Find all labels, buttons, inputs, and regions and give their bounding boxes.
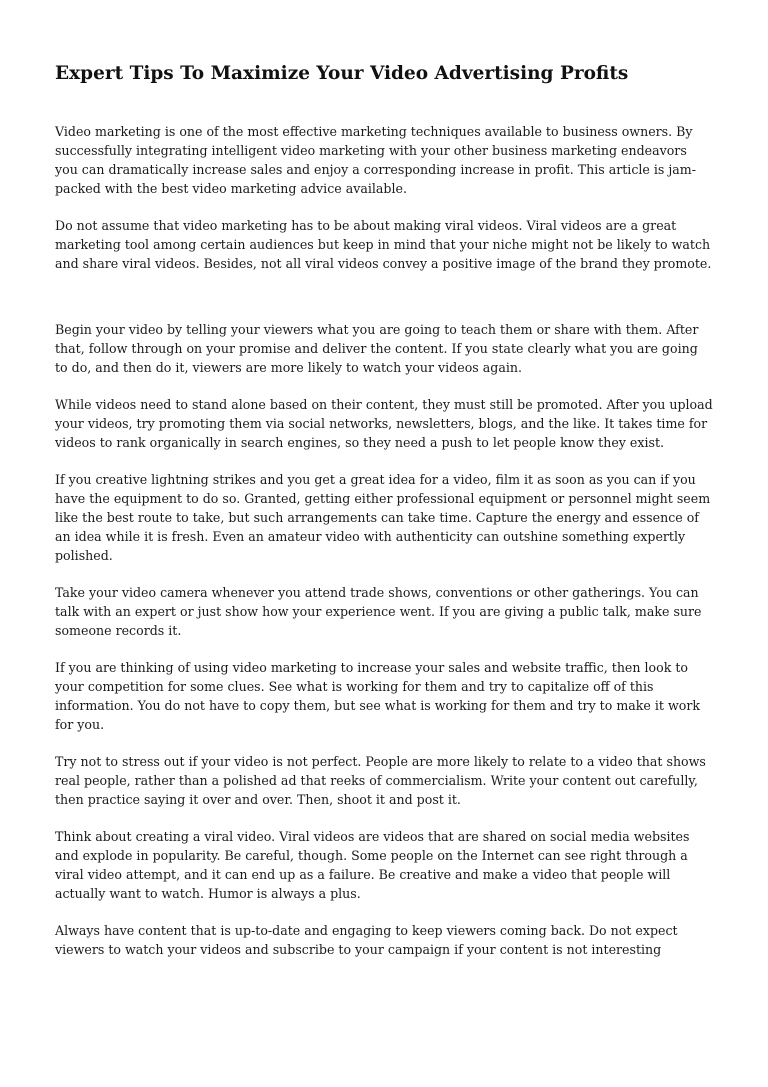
paragraph: Begin your video by telling your viewers what you are going to teach them or share with them. After that, follow through on your promise and deliver the content. If you state clearly what you are going to do, and then do it, viewers are more likely to watch your videos again. (55, 322, 699, 375)
paragraph: Do not assume that video marketing has to be about making viral videos. Viral videos are a great marketing tool among certain audiences but keep in mind that your niche might not be likely to watch and share viral videos. Besides, not all viral videos convey a positive image of the brand they promote. (55, 218, 712, 271)
paragraph: While videos need to stand alone based on their content, they must still be promoted. After you upload your videos, try promoting them via social networks, newsletters, blogs, and the like. It takes time for videos to rank organically in search engines, so they need a push to let people know they exist. (55, 397, 713, 450)
paragraph: Always have content that is up-to-date and engaging to keep viewers coming back. Do not expect viewers to watch your videos and subscribe to your campaign if your content is not interesting (55, 923, 678, 957)
paragraph: Think about creating a viral video. Viral videos are videos that are shared on social media websites and explode in popularity. Be careful, though. Some people on the Internet can see right through a viral video attempt, and it can end up as a failure. Be creative and make a video that people will actually want to watch. Humor is always a plus. (55, 829, 690, 901)
article-title: Expert Tips To Maximize Your Video Advertising Profits (55, 63, 629, 84)
paragraph: If you are thinking of using video marketing to increase your sales and website traffic, then look to your competition for some clues. See what is working for them and try to capitalize off of this information. You do not have to copy them, but see what is working for them and try to make it work for you. (55, 660, 700, 732)
paragraph: Video marketing is one of the most effective marketing techniques available to business owners. By successfully integrating intelligent video marketing with your other business marketing endeavors you can dramatically increase sales and enjoy a corresponding increase in profit. This article is jam-packed with the best video marketing advice available. (55, 124, 696, 196)
article-body (55, 122, 713, 977)
paragraph: Try not to stress out if your video is not perfect. People are more likely to relate to a video that shows real people, rather than a polished ad that reeks of commercialism. Write your content out carefully, then practice saying it over and over. Then, shoot it and post it. (55, 754, 706, 807)
paragraph: Take your video camera whenever you attend trade shows, conventions or other gatherings. You can talk with an expert or just show how your experience went. If you are giving a public talk, make sure someone records it. (55, 585, 702, 638)
paragraph: If you creative lightning strikes and you get a great idea for a video, film it as soon as you can if you have the equipment to do so. Granted, getting either professional equipment or personnel might seem like the best route to take, but such arrangements can take time. Capture the energy and essence of an idea while it is fresh. Even an amateur video with authenticity can outshine something expertly polished. (55, 472, 711, 563)
